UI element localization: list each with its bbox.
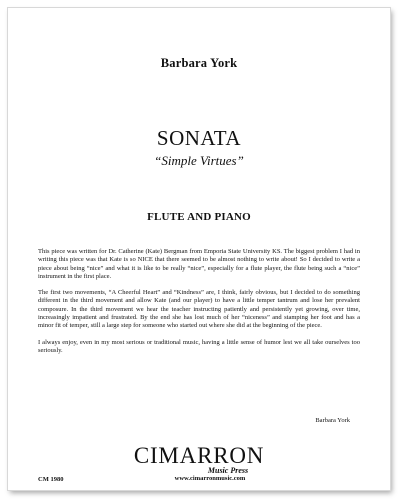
notes-paragraph: This piece was written for Dr. Catherine (Kate) Bergman from Emporia State University KS. The biggest problem I had in writing this piece was that Kate is so NICE that there seemed to be almost nothing to write about! So I decided to write a piece about being “nice” and what it is like to be really “nice”, especially for a flute player, the flute being such a “nice” instrument in the first place.: [38, 248, 360, 280]
notes-paragraph: The first two movements, “A Cheerful Heart” and “Kindness” are, I think, fairly obvious, but I decided to do something different in the third movement and allow Kate (and our player) to have a little temper tantrum and lose her prevalent composure. In the third movement we hear the teacher instructing patiently and persistently yet growing, over time, increasingly impatient and frustrated. By the end she has lost much of her “niceness” and stamping her foot and has a minor fit of temper, still a large step for someone who started out where she did at the beginning of the piece.: [38, 289, 360, 330]
notes-signature: Barbara York: [315, 417, 350, 424]
publisher-subtitle: Music Press: [207, 466, 249, 475]
program-notes: [38, 248, 360, 363]
publisher-name: CIMARRON: [133, 443, 265, 468]
publisher-logo: [8, 444, 390, 483]
composer-name: Barbara York: [160, 56, 238, 70]
score-cover-page: [8, 8, 390, 490]
instrumentation-heading: FLUTE AND PIANO: [147, 211, 251, 223]
catalog-number: CM 1980: [38, 476, 64, 483]
publisher-url: www.cimarronmusic.com: [174, 475, 246, 482]
work-title: SONATA: [156, 126, 242, 150]
work-subtitle: “Simple Virtues”: [154, 153, 244, 168]
notes-paragraph: I always enjoy, even in my most serious or traditional music, having a little sense of humor lest we all take ourselves too seriously.: [38, 338, 360, 354]
